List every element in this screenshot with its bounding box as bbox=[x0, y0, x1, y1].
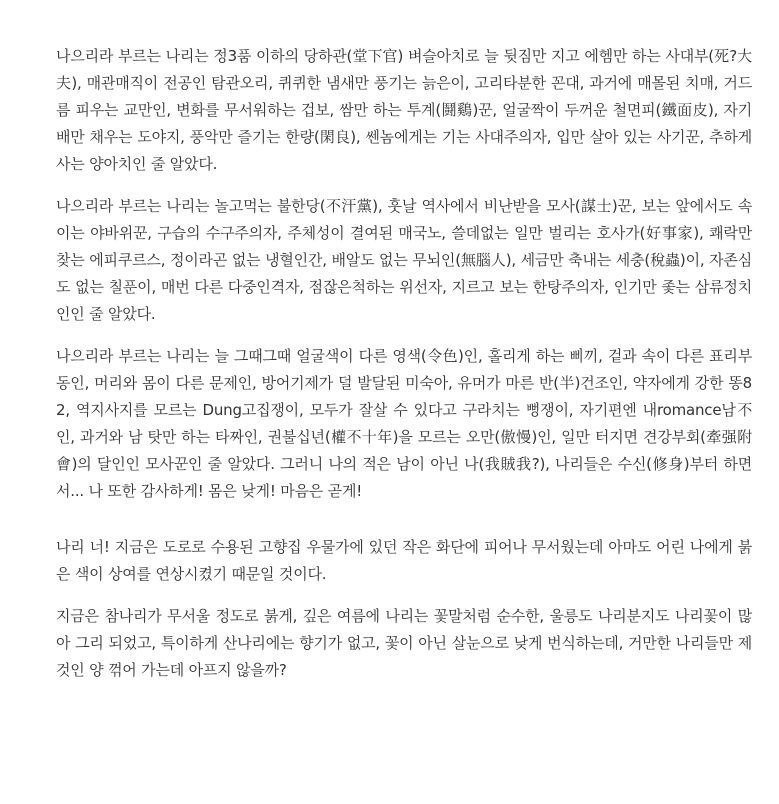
paragraph-2: 나으리라 부르는 나리는 놀고먹는 불한당(不汗黨), 훗날 역사에서 비난받을 모사(謀士)꾼, 보는 앞에서도 속이는 야바위꾼, 구습의 수구주의자, 주체성이 결여된 매국노, 쓸데없는 일만 벌리는 호사가(好事家), 쾌락만 찾는 에피쿠르스, 정이라곤 없는 냉혈인간, 배알도 없는 무뇌인(無腦人), 세금만 축내는 세충(稅蟲)이, 자존심도 없는 칠푼이, 매번 다른 다중인격자, 점잖은척하는 위선자, 지르고 보는 한탕주의자, 인기만 좇는 삼류정치인인 줄 알았다. bbox=[56, 197, 752, 323]
article-body bbox=[56, 43, 752, 699]
paragraph-spacer bbox=[56, 520, 752, 534]
paragraph-5: 지금은 참나리가 무서울 정도로 붉게, 깊은 여름에 나리는 꽃말처럼 순수한, 울릉도 나리분지도 나리꽃이 많아 그리 되었고, 특이하게 산나리에는 향기가 없고, 꽃이 아닌 살눈으로 낮게 번식하는데, 거만한 나리들만 제 것인 양 꺾어 가는데 아프지 않을까? bbox=[56, 607, 752, 679]
paragraph-1: 나으리라 부르는 나리는 정3품 이하의 당하관(堂下官) 벼슬아치로 늘 뒷짐만 지고 에헴만 하는 사대부(死?大夫), 매관매직이 전공인 탐관오리, 퀴퀴한 냄새만 풍기는 늙은이, 고리타분한 꼰대, 과거에 매몰된 치매, 거드름 피우는 교만인, 변화를 무서워하는 겁보, 쌈만 하는 투계(鬪鷄)꾼, 얼굴짝이 두꺼운 철면피(鐵面皮), 자기 배만 채우는 도야지, 풍악만 즐기는 한량(閑良), 쎈놈에게는 기는 사대주의자, 입만 살아 있는 사기꾼, 추하게 사는 양아치인 줄 알았다. bbox=[56, 47, 752, 173]
paragraph-3: 나으리라 부르는 나리는 늘 그때그때 얼굴색이 다른 영색(令色)인, 홀리게 하는 삐끼, 겉과 속이 다른 표리부동인, 머리와 몸이 다른 문제인, 방어기제가 덜 발달된 미숙아, 유머가 마른 반(半)건조인, 약자에게 강한 똥82, 역지사지를 모르는 Dung고집쟁이, 모두가 잘살 수 있다고 구라치는 뻥쟁이, 자기편엔 내romance남不인, 과거와 남 탓만 하는 타짜인, 권불십년(權不十年)을 모르는 오만(傲慢)인, 일만 터지면 견강부회(牽强附會)의 달인인 모사꾼인 줄 알았다. 그러니 나의 적은 남이 아닌 나(我賊我?), 나리들은 수신(修身)부터 하면서... 나 또한 감사하게! 몸은 낮게! 마음은 곧게! bbox=[56, 347, 752, 500]
paragraph-4: 나리 너! 지금은 도로로 수용된 고향집 우물가에 있던 작은 화단에 피어나 무서웠는데 아마도 어린 나에게 붉은 색이 상여를 연상시켰기 때문일 것이다. bbox=[56, 538, 752, 583]
